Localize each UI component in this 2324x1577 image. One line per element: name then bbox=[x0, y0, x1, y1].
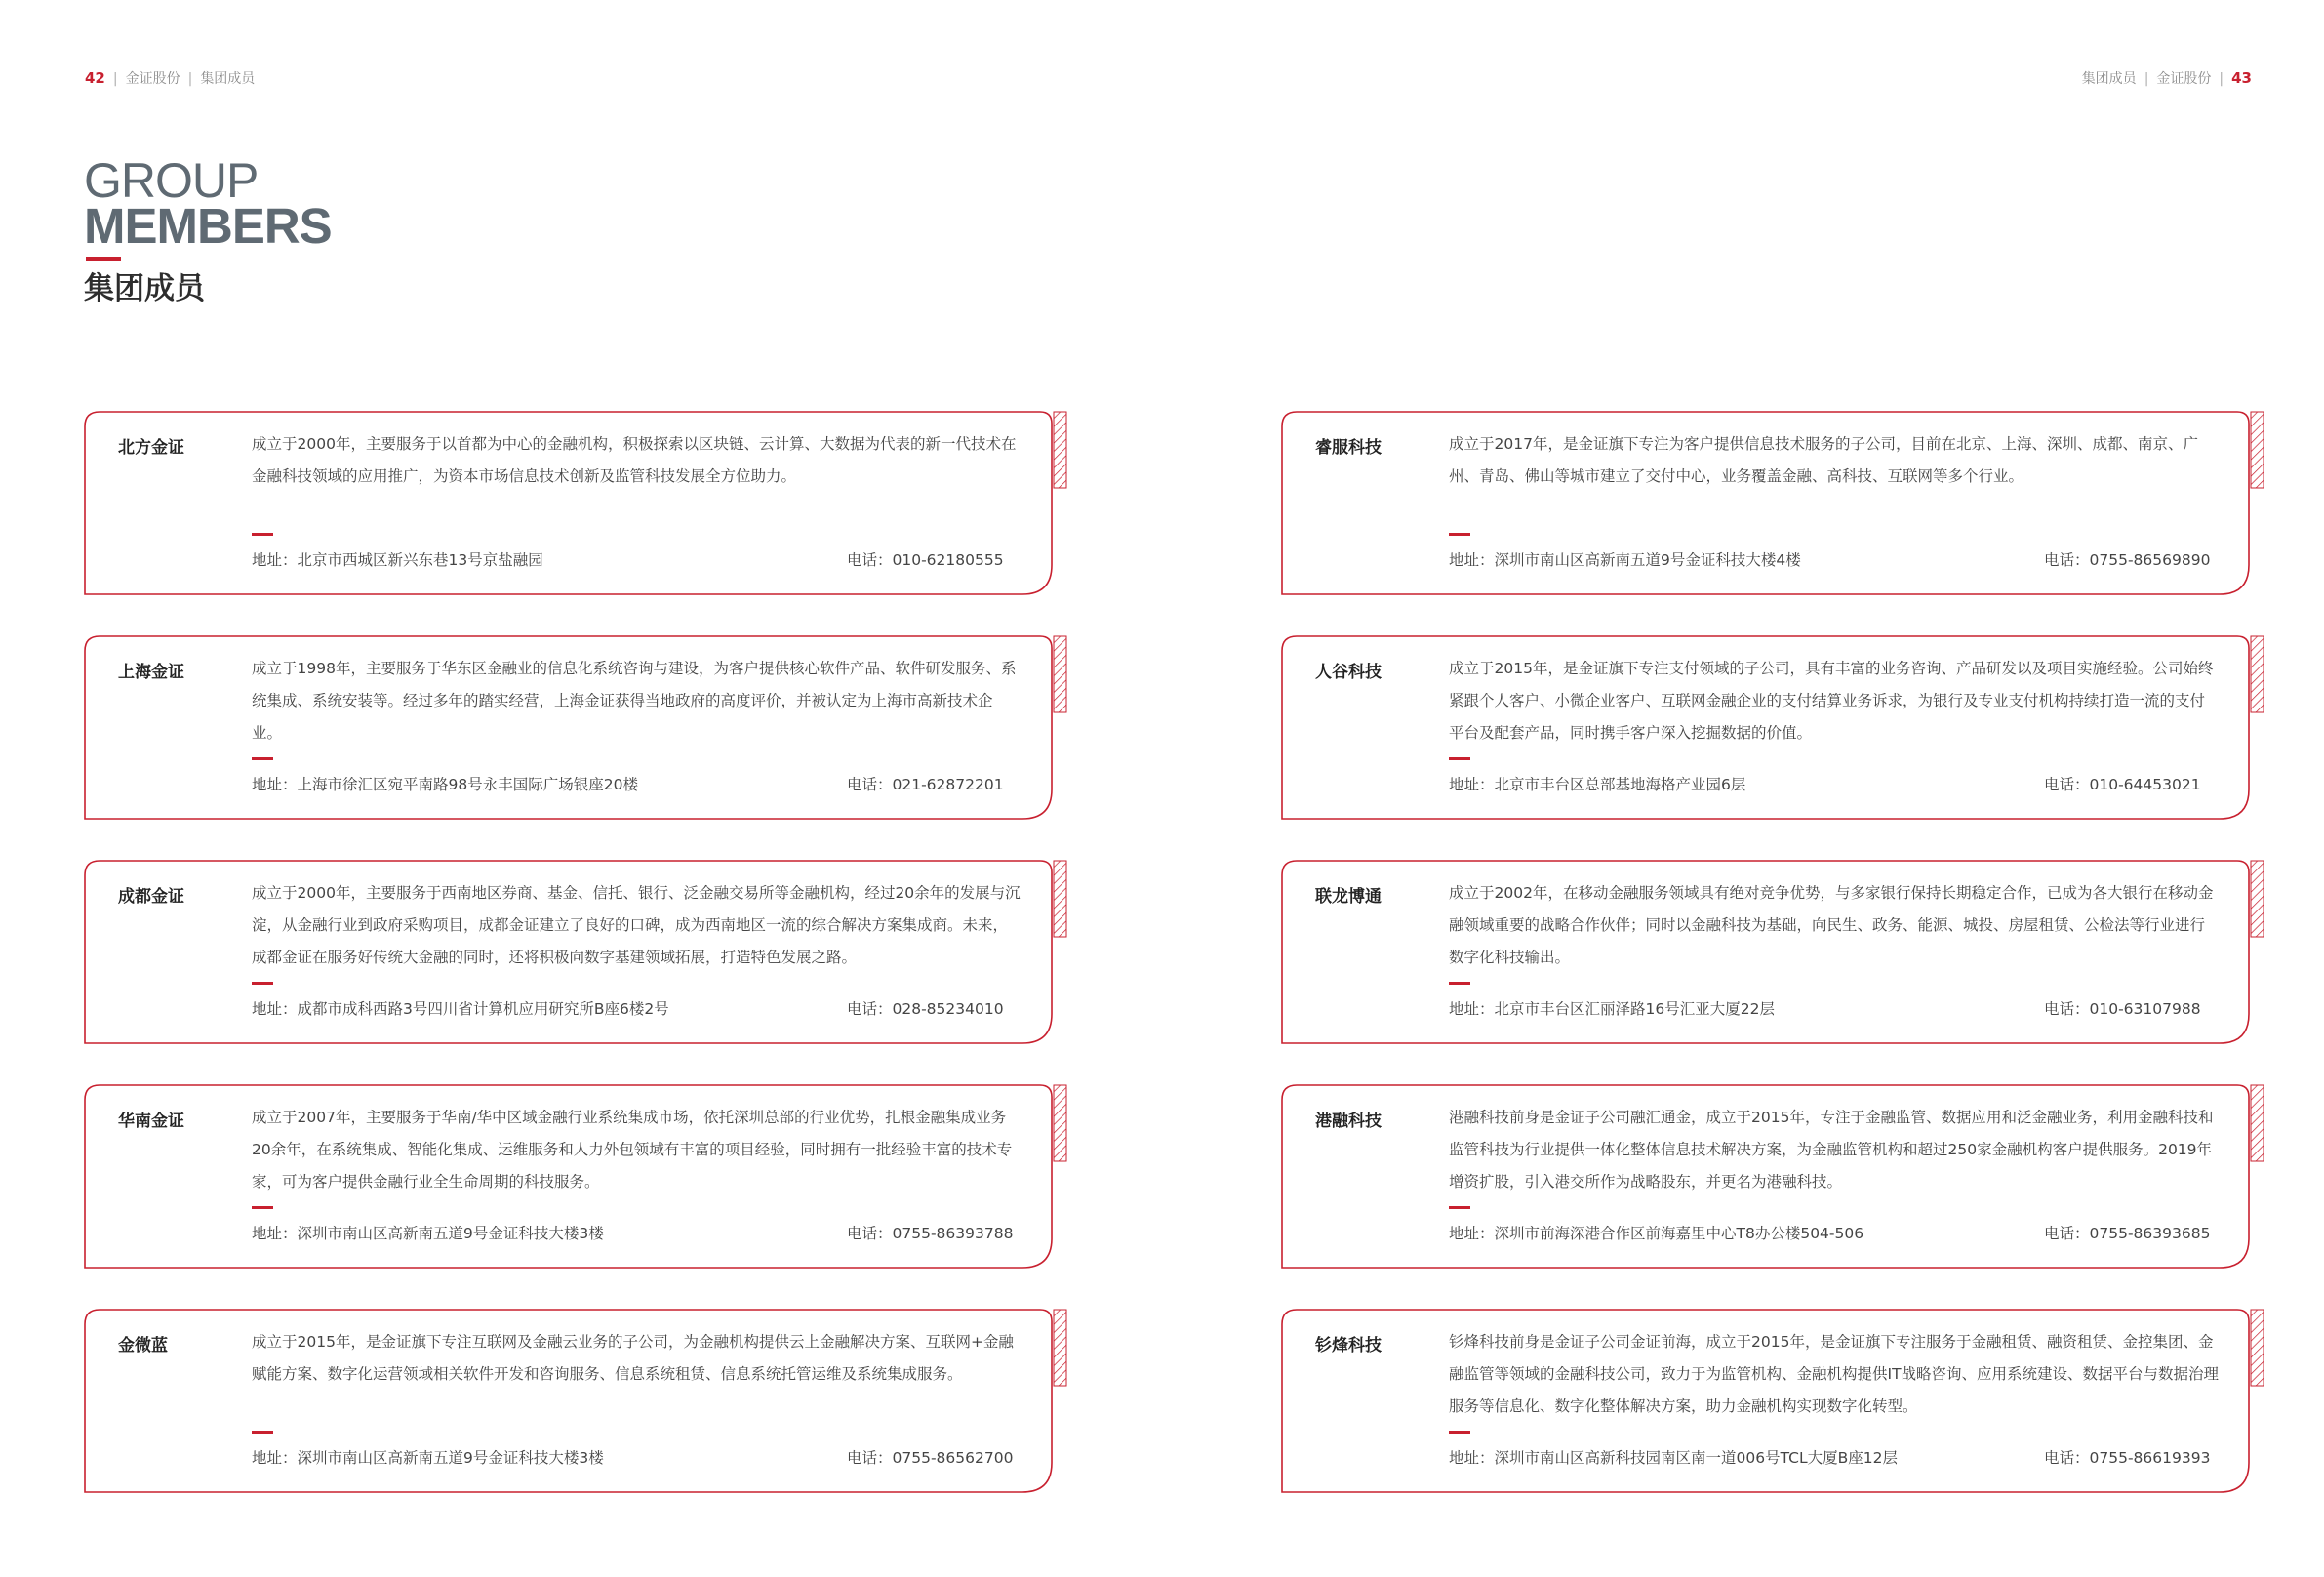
member-phone: 电话：010-62180555 bbox=[847, 551, 1004, 569]
page-header-left: 42 | 金证股份 | 集团成员 bbox=[85, 69, 256, 87]
page-number-left: 42 bbox=[85, 69, 105, 87]
header-section-left: 集团成员 bbox=[200, 71, 256, 87]
member-description: 成立于2007年，主要服务于华南/华中区域金融行业系统集成市场，依托深圳总部的行业优势，扎根金融集成业务20余年，在系统集成、智能化集成、运维服务和人力外包领域有丰富的项目经验，同时拥有一批经验丰富的技术专家，可为客户提供金融行业全生命周期的科技服务。 bbox=[252, 1109, 1013, 1191]
member-name: 睿服科技 bbox=[1315, 438, 1382, 458]
card-accent-bar bbox=[252, 982, 273, 985]
member-address: 地址：深圳市前海深港合作区前海嘉里中心T8办公楼504-506 bbox=[1449, 1225, 1864, 1242]
member-address: 地址：北京市丰台区总部基地海格产业园6层 bbox=[1449, 776, 1746, 793]
member-address: 地址：北京市西城区新兴东巷13号京盐融园 bbox=[252, 551, 543, 569]
member-description: 成立于2017年，是金证旗下专注为客户提供信息技术服务的子公司，目前在北京、上海、深圳、成都、南京、广州、青岛、佛山等城市建立了交付中心，业务覆盖金融、高科技、互联网等多个行业。 bbox=[1449, 435, 2198, 485]
card-accent-bar bbox=[252, 533, 273, 536]
member-name: 成都金证 bbox=[118, 887, 184, 907]
member-phone: 电话：0755-86393788 bbox=[847, 1225, 1014, 1242]
member-description: 成立于2000年，主要服务于以首都为中心的金融机构，积极探索以区块链、云计算、大数据为代表的新一代技术在金融科技领域的应用推广，为资本市场信息技术创新及监管科技发展全方位助力。 bbox=[252, 435, 1017, 485]
member-description: 成立于2015年，是金证旗下专注互联网及金融云业务的子公司，为金融机构提供云上金融解决方案、互联网+金融赋能方案、数字化运营领域相关软件开发和咨询服务、信息系统租赁、信息系统托管运维及系统集成服务。 bbox=[252, 1333, 1014, 1383]
card-accent-bar bbox=[1449, 1431, 1470, 1434]
member-card-members_right-0 bbox=[1281, 411, 2264, 596]
page-header-right: 集团成员 | 金证股份 | 43 bbox=[2081, 69, 2252, 87]
member-card-members_left-1 bbox=[84, 635, 1067, 821]
member-address: 地址：深圳市南山区高新南五道9号金证科技大楼3楼 bbox=[252, 1225, 604, 1242]
member-name: 联龙博通 bbox=[1315, 887, 1382, 907]
member-card-members_right-4 bbox=[1281, 1309, 2264, 1494]
header-company-left: 金证股份 bbox=[125, 71, 180, 87]
card-accent-bar bbox=[1449, 533, 1470, 536]
member-card-members_right-1 bbox=[1281, 635, 2264, 821]
card-accent-bar bbox=[1449, 757, 1470, 760]
member-card-members_right-3 bbox=[1281, 1084, 2264, 1270]
title-accent-bar bbox=[86, 257, 121, 261]
member-phone: 电话：0755-86562700 bbox=[847, 1449, 1014, 1467]
page-number-right: 43 bbox=[2231, 69, 2252, 87]
title-en-line2: MEMBERS bbox=[84, 198, 332, 254]
member-name: 人谷科技 bbox=[1315, 663, 1382, 682]
member-phone: 电话：010-64453021 bbox=[2044, 776, 2201, 793]
member-description: 成立于2000年，主要服务于西南地区券商、基金、信托、银行、泛金融交易所等金融机构，经过20余年的发展与沉淀，从金融行业到政府采购项目，成都金证建立了良好的口碑，成为西南地区一流的综合解决方案集成商。未来，成都金证在服务好传统大金融的同时，还将积极向数字基建领域拓展，打造特色发展之路。 bbox=[252, 884, 1021, 966]
card-accent-bar bbox=[1449, 982, 1470, 985]
member-address: 地址：深圳市南山区高新科技园南区南一道006号TCL大厦B座12层 bbox=[1449, 1449, 1898, 1467]
member-card-members_left-0 bbox=[84, 411, 1067, 596]
member-name: 上海金证 bbox=[118, 663, 184, 682]
member-address: 地址：成都市成科西路3号四川省计算机应用研究所B座6楼2号 bbox=[252, 1000, 669, 1018]
member-phone: 电话：021-62872201 bbox=[847, 776, 1004, 793]
member-name: 钐烽科技 bbox=[1315, 1336, 1382, 1355]
member-name: 北方金证 bbox=[118, 438, 184, 458]
member-description: 成立于1998年，主要服务于华东区金融业的信息化系统咨询与建设，为客户提供核心软件产品、软件研发服务、系统集成、系统安装等。经过多年的踏实经营，上海金证获得当地政府的高度评价，并被认定为上海市高新技术企业。 bbox=[252, 660, 1017, 742]
card-accent-bar bbox=[1449, 1206, 1470, 1209]
member-phone: 电话：010-63107988 bbox=[2044, 1000, 2201, 1018]
card-accent-bar bbox=[252, 1431, 273, 1434]
member-description: 港融科技前身是金证子公司融汇通金，成立于2015年，专注于金融监管、数据应用和泛金融业务，利用金融科技和监管科技为行业提供一体化整体信息技术解决方案，为金融监管机构和超过250家金融机构客户提供服务。2019年增资扩股，引入港交所作为战略股东，并更名为港融科技。 bbox=[1449, 1109, 2214, 1191]
member-name: 港融科技 bbox=[1315, 1112, 1382, 1131]
member-card-members_right-2 bbox=[1281, 860, 2264, 1045]
header-company-right: 金证股份 bbox=[2156, 71, 2212, 87]
member-card-members_left-4 bbox=[84, 1309, 1067, 1494]
member-card-members_left-3 bbox=[84, 1084, 1067, 1270]
member-phone: 电话：028-85234010 bbox=[847, 1000, 1004, 1018]
member-description: 成立于2002年，在移动金融服务领域具有绝对竞争优势，与多家银行保持长期稳定合作，已成为各大银行在移动金融领域重要的战略合作伙伴；同时以金融科技为基础，向民生、政务、能源、城投、房屋租赁、公检法等行业进行数字化科技输出。 bbox=[1449, 884, 2214, 966]
member-address: 地址：北京市丰台区汇丽泽路16号汇亚大厦22层 bbox=[1449, 1000, 1775, 1018]
member-phone: 电话：0755-86569890 bbox=[2044, 551, 2211, 569]
card-accent-bar bbox=[252, 757, 273, 760]
title-en-line1: GROUP bbox=[84, 153, 259, 208]
member-address: 地址：深圳市南山区高新南五道9号金证科技大楼3楼 bbox=[252, 1449, 604, 1467]
member-name: 金微蓝 bbox=[118, 1336, 168, 1355]
card-accent-bar bbox=[252, 1206, 273, 1209]
title-cn: 集团成员 bbox=[84, 271, 205, 306]
member-phone: 电话：0755-86393685 bbox=[2044, 1225, 2211, 1242]
member-address: 地址：上海市徐汇区宛平南路98号永丰国际广场银座20楼 bbox=[252, 776, 638, 793]
header-section-right: 集团成员 bbox=[2081, 71, 2137, 87]
member-description: 钐烽科技前身是金证子公司金证前海，成立于2015年，是金证旗下专注服务于金融租赁、融资租赁、金控集团、金融监管等领域的金融科技公司，致力于为监管机构、金融机构提供IT战略咨询、应用系统建设、数据平台与数据治理服务等信息化、数字化整体解决方案，助力金融机构实现数字化转型。 bbox=[1449, 1333, 2220, 1415]
member-name: 华南金证 bbox=[118, 1112, 184, 1131]
member-card-members_left-2 bbox=[84, 860, 1067, 1045]
member-address: 地址：深圳市南山区高新南五道9号金证科技大楼4楼 bbox=[1449, 551, 1801, 569]
member-phone: 电话：0755-86619393 bbox=[2044, 1449, 2211, 1467]
member-description: 成立于2015年，是金证旗下专注支付领域的子公司，具有丰富的业务咨询、产品研发以及项目实施经验。公司始终紧跟个人客户、小微企业客户、互联网金融企业的支付结算业务诉求，为银行及专业支付机构持续打造一流的支付平台及配套产品，同时携手客户深入挖掘数据的价值。 bbox=[1449, 660, 2214, 742]
